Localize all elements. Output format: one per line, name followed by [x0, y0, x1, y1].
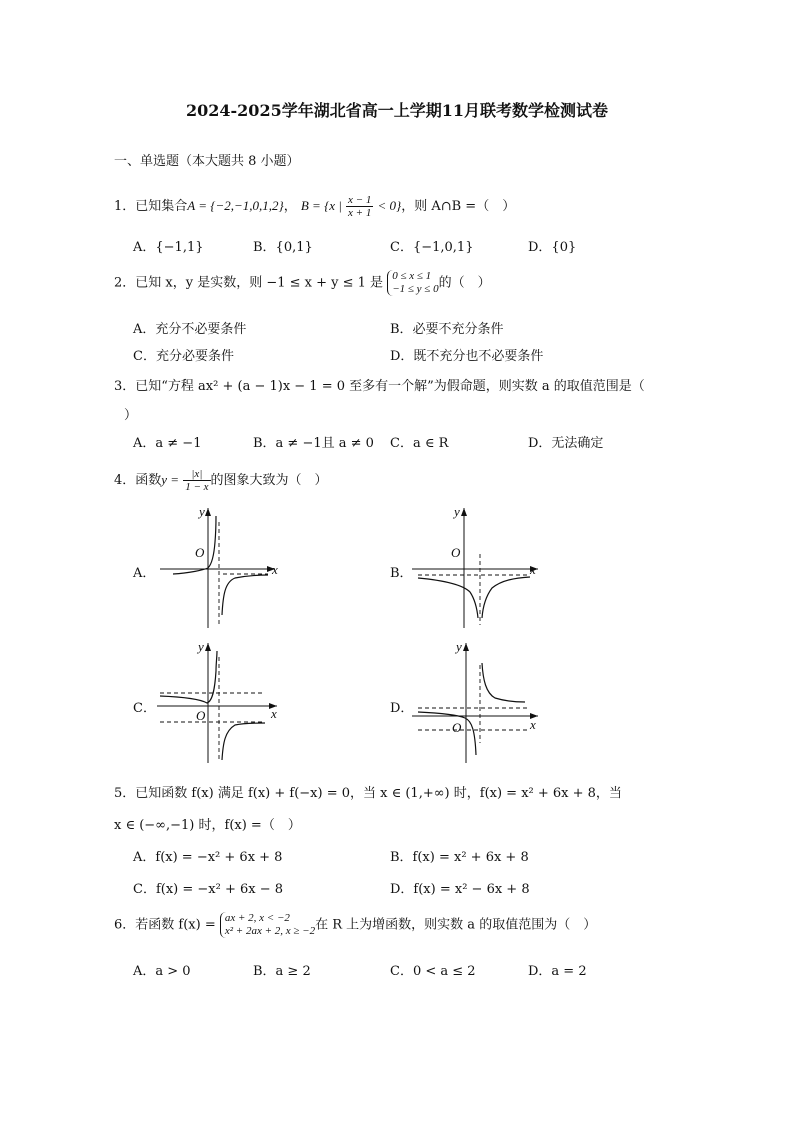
- q6-case-2: x² + 2ax + 2, x ≥ −2: [224, 925, 316, 937]
- q1-option-a: A．{−1,1}: [133, 240, 204, 255]
- graph-a-x-label: x: [272, 562, 278, 577]
- graph-d-x-label: x: [530, 717, 536, 732]
- question-3-line-2: ）: [124, 408, 138, 423]
- graph-d: [410, 635, 545, 765]
- q4-frac-den: 1 − x: [185, 481, 209, 493]
- q1-prefix: 1．已知集合: [114, 199, 188, 214]
- q2-tail: 的（ ）: [438, 275, 491, 291]
- q6-piecewise: [220, 912, 315, 938]
- q4-option-c-label: C．: [133, 701, 156, 716]
- q1-fraction: [346, 194, 373, 219]
- question-5-line-1: 5．已知函数 f(x) 满足 f(x) + f(−x) = 0，当 x ∈ (1,+∞) 时，f(x) = x² + 6x + 8，当: [114, 786, 622, 801]
- q6-prefix: 6．若函数 f(x) =: [114, 917, 216, 933]
- q1-tail: ，则 A∩B =（ ）: [401, 199, 516, 214]
- q2-case-2: −1 ≤ y ≤ 0: [392, 283, 439, 295]
- graph-d-curve-right: [482, 663, 525, 702]
- q2-option-d: D．既不充分也不必要条件: [390, 349, 544, 364]
- q6-option-a: A．a > 0: [133, 964, 191, 979]
- q5-option-d: D．f(x) = x² − 6x + 8: [390, 882, 530, 897]
- q1-option-c: C．{−1,0,1}: [390, 240, 474, 255]
- graph-c-x-label: x: [271, 706, 277, 721]
- q4-frac-num: |x|: [183, 468, 210, 481]
- q1-frac-den: x + 1: [348, 207, 372, 219]
- question-6: [114, 912, 596, 938]
- graph-a-curve-right: [222, 575, 268, 615]
- section-heading: 一、单选题（本大题共 8 小题）: [114, 154, 300, 169]
- question-5-line-2: x ∈ (−∞,−1) 时，f(x) =（ ）: [114, 818, 301, 833]
- q5-option-a: A．f(x) = −x² + 6x + 8: [133, 850, 283, 865]
- graph-b-curve-right: [482, 577, 530, 618]
- graph-c-y-arrow: [205, 643, 211, 651]
- graph-b-y-arrow: [461, 508, 467, 516]
- page-title: 2024-2025学年湖北省高一上学期11月联考数学检测试卷: [186, 101, 608, 120]
- graph-b-curve-left: [418, 578, 478, 618]
- graph-c-origin: O: [196, 708, 206, 723]
- graph-d-origin: O: [452, 720, 462, 735]
- graph-a-origin: O: [195, 545, 205, 560]
- graph-d-curve-left: [418, 712, 476, 755]
- q4-func: y =: [161, 472, 180, 487]
- q3-option-a: A．a ≠ −1: [133, 436, 202, 451]
- q1-set-a: A = {−2,−1,0,1,2}: [187, 198, 284, 213]
- question-1: [114, 194, 515, 219]
- question-3-line-1: 3．已知“方程 ax² + (a − 1)x − 1 = 0 至多有一个解”为假命题，则实数 a 的取值范围是（: [114, 379, 645, 394]
- q5-option-b: B．f(x) = x² + 6x + 8: [390, 850, 529, 865]
- graph-c-y-label: y: [198, 639, 204, 654]
- graph-c: [155, 635, 285, 765]
- graph-b-x-label: x: [530, 562, 536, 577]
- q2-case-1: 0 ≤ x ≤ 1: [392, 270, 432, 282]
- question-2: [114, 270, 491, 296]
- q1-set-b-pre: B = {x |: [300, 198, 342, 213]
- graph-a-y-arrow: [205, 508, 211, 516]
- q4-option-d-label: D．: [390, 701, 414, 716]
- q1-sep: ，: [283, 199, 297, 214]
- q1-option-b: B．{0,1}: [253, 240, 313, 255]
- q5-option-c: C．f(x) = −x² + 6x − 8: [133, 882, 284, 897]
- graph-b-origin: O: [451, 545, 461, 560]
- graph-d-y-arrow: [463, 643, 469, 651]
- q3-option-c: C．a ∈ R: [390, 436, 449, 451]
- q1-option-d: D．{0}: [528, 240, 577, 255]
- q2-option-a: A．充分不必要条件: [133, 322, 247, 337]
- question-4: [114, 468, 328, 493]
- q2-system: [387, 270, 438, 296]
- graph-b-y-label: y: [454, 504, 460, 519]
- q4-option-b-label: B．: [390, 566, 413, 581]
- q1-frac-num: x − 1: [348, 194, 372, 206]
- q3-option-d: D．无法确定: [528, 436, 604, 451]
- q4-prefix: 4．函数: [114, 473, 162, 488]
- q2-option-c: C．充分必要条件: [133, 349, 234, 364]
- q4-fraction: [183, 468, 210, 493]
- q6-option-b: B．a ≥ 2: [253, 964, 311, 979]
- graph-a-y-label: y: [199, 504, 205, 519]
- q2-prefix: 2．已知 x，y 是实数，则 −1 ≤ x + y ≤ 1 是: [114, 275, 384, 291]
- q6-case-1: ax + 2, x < −2: [224, 912, 290, 924]
- graph-d-y-label: y: [456, 639, 462, 654]
- graph-b: [410, 500, 545, 630]
- q6-option-c: C．0 < a ≤ 2: [390, 964, 476, 979]
- q4-option-a-label: A．: [133, 566, 156, 581]
- q1-set-b-post: < 0}: [377, 198, 402, 213]
- q6-option-d: D．a = 2: [528, 964, 587, 979]
- graph-a: [155, 500, 285, 630]
- q2-option-b: B．必要不充分条件: [390, 322, 504, 337]
- q6-tail: 在 R 上为增函数，则实数 a 的取值范围为（ ）: [315, 917, 597, 933]
- graph-c-curve-right: [222, 723, 265, 760]
- q3-option-b: B．a ≠ −1且 a ≠ 0: [253, 436, 374, 451]
- q4-tail: 的图象大致为（ ）: [210, 473, 328, 488]
